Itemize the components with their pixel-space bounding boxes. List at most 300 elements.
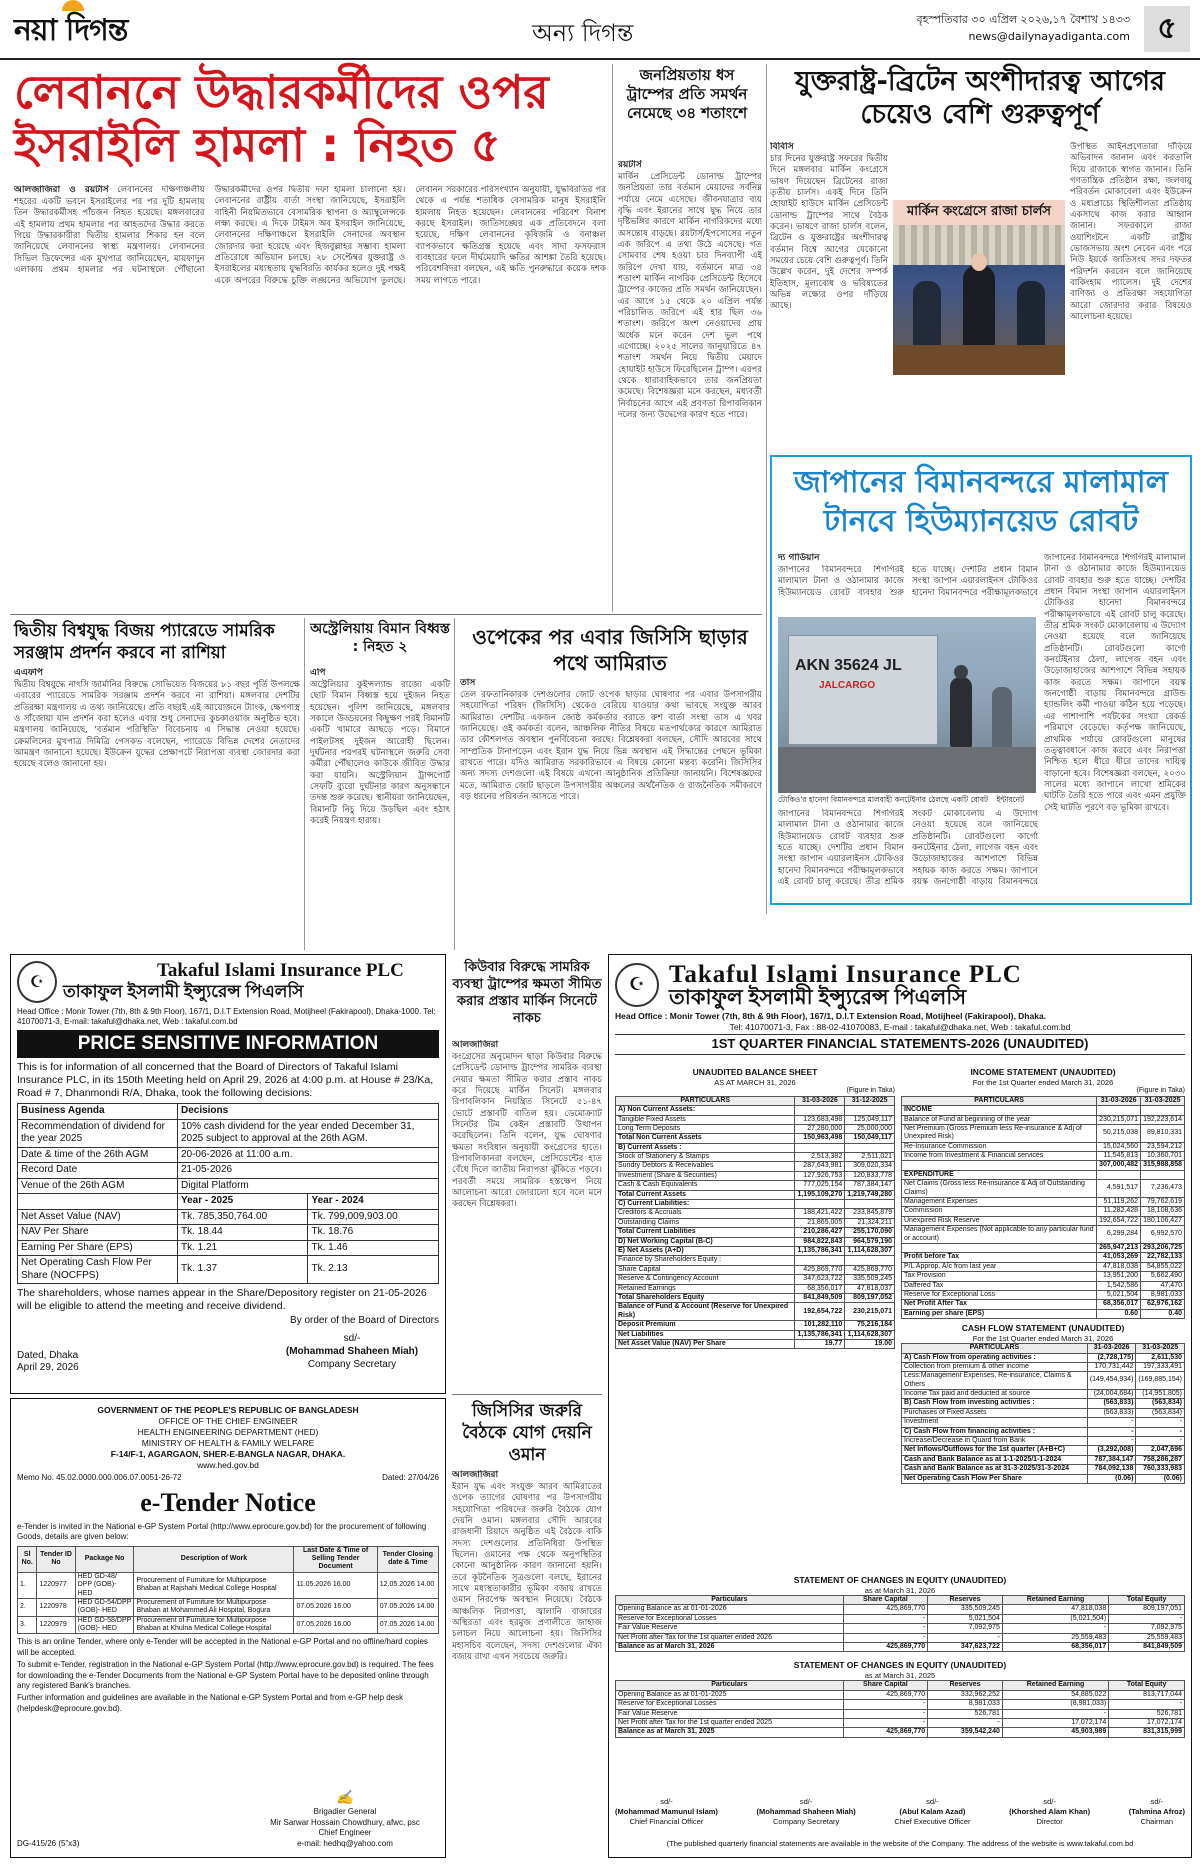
us-uk-body-right: উপস্থিত আইনপ্রণেতারা দাঁড়িয়ে অভিবাদন জানান এবং করতালি দিয়ে রাজাকে স্বাগত জানান। তিনি গণতান্ত্রিক প্রতিষ্ঠান রক্ষা, জলবায়ু পরিবর্তন মোকাবেলা এবং ইউক্রেন ও মধ্যপ্রাচ্যে স্থিতিশীলতা প্রতিষ্ঠায় একসাথে কাজ করার আহ্বান জানান। সফরকালে রাজা ওয়াশিংটনে একটি রাষ্ট্রীয় ভোজসভায় অংশ নেবেন এবং পরে নিউ ইয়র্কে জাতিসংঘ সদর দফতর পরিদর্শন করবেন বলে জানিয়েছে বাকিংহাম প্যালেস। দুই দেশের বাণিজ্য ও প্রতিরক্ষা সহযোগিতা আরো জোরদার করার বিষয়েও আলোচনা হয়েছে। — [1070, 142, 1192, 323]
table-row — [616, 1181, 895, 1190]
row-value: 127,926,753 — [795, 1171, 845, 1180]
row-value: - — [843, 1700, 928, 1709]
row-value: (3,292,008) — [1087, 1446, 1136, 1455]
row-value: (0.06) — [1087, 1474, 1136, 1483]
signatory-name: (Mohammad Mamunul Islam) — [615, 1806, 718, 1816]
fin-footer: (The published quarterly financial statements are available in the website of the Company. The address of the website is www.takaful.com.bd — [666, 1839, 1134, 1848]
row-value: 1,114,628,307 — [845, 1330, 895, 1339]
australia-byline: এপি — [310, 668, 326, 678]
row-value: 425,869,770 — [795, 1265, 845, 1274]
row-value — [795, 1256, 845, 1265]
row-label: Balance as at March 31, 2026 — [616, 1642, 844, 1651]
row-value — [795, 1200, 845, 1209]
row-label: Retained Earnings — [616, 1284, 795, 1293]
row-label: Net Liabilities — [616, 1330, 795, 1339]
metric-2024: Tk. 799,009,903.00 — [308, 1209, 439, 1225]
caption-text: টোকিও'র হানেদা বিমানবন্দরে মালবাহী কনটেইনার ঠেলছে একটি রোবট — [778, 795, 989, 804]
signatory-name: (Khorshed Alam Khan) — [1009, 1806, 1091, 1816]
cuba-body-text: কংগ্রেসের অনুমোদন ছাড়া কিউবার বিরুদ্ধে প্রেসিডেন্ট ডোনাল্ড ট্রাম্পের সামরিক ব্যবস্থা নেয়ার ক্ষমতা সীমিত করার প্রস্তাব নাকচ করে দিয়েছে মার্কিন সিনেট। মঙ্গলবার রিপাবলিকান নিয়ন্ত্রিত সিনেটে ৫১-৪৭ ভোটে প্রস্তাবটি বাতিল হয়। ডেমোক্র্যাট সিনেটর টিম কেইন প্রস্তাবটি উত্থাপন করেছিলেন। তিনি বলেন, যুদ্ধ ঘোষণার ক্ষমতা সংবিধান অনুযায়ী কংগ্রেসের হাতে। রিপাবলিকানরা বলছেন, প্রেসিডেন্টের হাত বেঁধে দিলে জাতীয় নিরাপত্তা ঝুঁকিতে পড়বে। পরবর্তী সময়ে সামরিক হস্তক্ষেপ নিয়ে আলোচনা আরো জোরালো হবে বলে মনে করছেন বিশ্লেষকরা। — [452, 1051, 602, 1210]
row-value — [1097, 1170, 1141, 1179]
russia-body-text: দ্বিতীয় বিশ্বযুদ্ধে নাৎসি জার্মানির বিরুদ্ধে সোভিয়েত বিজয়ের ৮১ বছর পূর্তি উপলক্ষে এবারের প্যারেডে সামরিক সরঞ্জাম প্রদর্শন করবে না রাশিয়া। মঙ্গলবার দেশটির প্রতিরক্ষা মন্ত্রণালয় এ তথ্য জানিয়েছে। প্রতি বছরই এই আয়োজনে ট্যাংক, ক্ষেপণাস্ত্র ও সাঁজোয়া যান প্রদর্শন করা হলেও এবার শুধু সেনাদের কুচকাওয়াজ অনুষ্ঠিত হবে। মন্ত্রণালয় জানিয়েছে, 'বর্তমান পরিস্থিতি' বিবেচনায় এ সিদ্ধান্ত নেওয়া হয়েছে। ক্রেমলিনের মুখপাত্র দিমিত্রি পেসকভ বলেছেন, প্যারেডে বিভিন্ন দেশের নেতাদের আমন্ত্রণ জানানো হয়েছে। ইউক্রেন যুদ্ধের প্রেক্ষাপটে নিরাপত্তা ব্যবস্থা জোরদার করা হয়েছে বলেও জানানো হয়। — [14, 679, 300, 770]
row-label: Net Profit after Tax for the 1st quarter ended 2026 — [616, 1633, 844, 1642]
gov-line-3: HEALTH ENGINEERING DEPARTMENT (HED) — [137, 1427, 319, 1438]
row-value: 1,542,586 — [1097, 1281, 1141, 1290]
row-value: 5,662,490 — [1141, 1272, 1185, 1281]
cell: 07.05.2026 16.00 — [294, 1616, 377, 1634]
row-label: Total Shareholders Equity — [616, 1293, 795, 1302]
table-row — [902, 1465, 1185, 1474]
japan-byline: দ্য গার্ডিয়ান — [778, 553, 820, 563]
row-value: 22,782,133 — [1141, 1253, 1185, 1262]
eq2-title: STATEMENT OF CHANGES IN EQUITY (UNAUDITED) — [793, 1660, 1007, 1671]
row-value: - — [1087, 1418, 1136, 1427]
row-label: Purchases of Fixed Assets — [902, 1408, 1088, 1417]
row-value: 21,865,005 — [795, 1218, 845, 1227]
fin-title: 1ST QUARTER FINANCIAL STATEMENTS-2026 (UNAUDITED) — [615, 1034, 1185, 1054]
dated-block — [17, 1350, 79, 1374]
row-label: Creditors & Accruals — [616, 1209, 795, 1218]
cell: 1220977 — [37, 1572, 75, 1598]
col-share-capital: Share Capital — [843, 1681, 928, 1690]
col-package: Package No — [75, 1546, 134, 1572]
trump-poll-headline[interactable]: জনপ্রিয়তায় ধস ট্রাম্পের প্রতি সমর্থন নেমেছে ৩৪ শতাংশে — [626, 66, 748, 122]
row-value: 50,215,038 — [1097, 1124, 1141, 1142]
price-sensitive-title: PRICE SENSITIVE INFORMATION — [17, 1030, 439, 1058]
row-value: (24,004,684) — [1087, 1390, 1136, 1399]
row-value: 68,356,017 — [1002, 1642, 1108, 1651]
row-label: Net Claims (Gross less Re-insurance & Adj of Outstanding Claims) — [902, 1180, 1097, 1198]
australia-body-text: অস্ট্রেলিয়ার কুইন্সল্যান্ড রাজ্যে একটি ছোট বিমান বিধ্বস্ত হয়ে দুইজন নিহত হয়েছেন। পুলিশ জানিয়েছে, মঙ্গলবার সকালে উড্ডয়নের কিছুক্ষণ পরই বিমানটি একটি খামারে আছড়ে পড়ে। বিমানে পাইলটসহ দুইজন আরোহী ছিলেন। দুর্ঘটনার পরপরই ঘটনাস্থলে জরুরি সেবা কর্মীরা পৌঁছালেও কাউকে জীবিত উদ্ধার করা যায়নি। অস্ট্রেলিয়ান ট্রান্সপোর্ট সেফটি ব্যুরো দুর্ঘটনার কারণ অনুসন্ধানে তদন্ত শুরু করেছে। স্থানীয়রা জানিয়েছেন, বিমানটি নিচু দিয়ে উড়ছিল এবং হঠাৎ করেই নিয়ন্ত্রণ হারায়। — [310, 679, 450, 826]
row-value: 425,869,770 — [843, 1642, 928, 1651]
row-label: Opening Balance as at 01-01-2026 — [616, 1605, 844, 1614]
col-share-capital: Share Capital — [843, 1596, 928, 1605]
row-value: (149,454,934) — [1087, 1372, 1136, 1390]
table-row — [616, 1106, 895, 1115]
table-row — [902, 1272, 1185, 1281]
cell: 07.05.2026 14.00 — [377, 1598, 438, 1616]
row-value: 21,324,211 — [845, 1218, 895, 1227]
col-year-2024: Year - 2024 — [308, 1194, 439, 1210]
equity-2025-table — [615, 1680, 1185, 1737]
row-value: (169,885,154) — [1136, 1372, 1185, 1390]
cell: 07.05.2026 14.00 — [377, 1616, 438, 1634]
row-label: INCOME — [902, 1106, 1097, 1115]
chief-engineer-signature — [265, 1789, 425, 1849]
income-statement — [901, 1067, 1185, 1484]
lead-byline: আলজাজিরা ও রয়টার্স — [14, 185, 109, 195]
row-value: 425,869,770 — [843, 1728, 928, 1737]
row-value: 120,833,778 — [845, 1171, 895, 1180]
etender-para-3: Further information and guidelines are available in the National e-GP System Portal and from e-GP help desk (helpdesk@eprocure.gov.bd). — [17, 1693, 404, 1713]
row-value: - — [928, 1718, 1003, 1727]
col-sl: Sl No. — [18, 1546, 37, 1572]
row-value: 841,849,509 — [1109, 1642, 1185, 1651]
row-label: Income from Investment & Financial services — [902, 1152, 1097, 1161]
row-value: 809,197,052 — [845, 1293, 895, 1302]
us-uk-headline[interactable]: যুক্তরাষ্ট্র-ব্রিটেন অংশীদারত্ব আগের চেয়েও বেশি গুরুত্বপূর্ণ — [795, 66, 1165, 130]
row-value: - — [1136, 1418, 1185, 1427]
col-2026: 31-03-2026 — [1097, 1096, 1141, 1105]
row-label: D) Net Working Capital (B-C) — [616, 1237, 795, 1246]
col-particulars: PARTICULARS — [616, 1096, 795, 1105]
us-uk-article-left — [770, 142, 888, 442]
russia-byline: এএফপি — [14, 668, 43, 678]
metric-label: Earning Per Share (EPS) — [18, 1240, 178, 1256]
etender-para-2: To submit e-Tender, registration in the National e-GP System Portal (http://www.eprocure.gov.bd) is required. The fees for downloading the e-Tender Documents from the National e-GP System Portal have to be deposited online through any registered Bank's branches. — [17, 1660, 434, 1691]
opec-body-text: তেল রফতানিকারক দেশগুলোর জোট ওপেক ছাড়ার ঘোষণার পর এবার উপসাগরীয় সহযোগিতা পরিষদ (জিসিসি) থেকেও বেরিয়ে যাওয়ার কথা ভাবছে সংযুক্ত আরব আমিরাত। দেশটির একজন জ্যেষ্ঠ কর্মকর্তার বরাতে রুশ বার্তা সংস্থা তাস এ খবর জানিয়েছে। ওই কর্মকর্তা বলেন, আঞ্চলিক নীতির বিষয়ে মতপার্থক্যের কারণে আমিরাত তার কৌশলগত অবস্থান পুনর্বিবেচনা করছে। বিশ্লেষকরা বলছেন, সৌদি আরবের সাথে সাম্প্রতিক টানাপড়েন এবং ইরান যুদ্ধ নিয়ে ভিন্ন অবস্থান এই সিদ্ধান্তের পেছনে ভূমিকা রাখতে পারে। যদিও আমিরাত সরকারিভাবে এ বিষয়ে কোনো মন্তব্য করেনি। জিসিসির অন্য সদস্য দেশগুলো এই বিষয়ে এখনো আনুষ্ঠানিক প্রতিক্রিয়া জানায়নি। বিশেষজ্ঞদের মতে, আমিরাত জোট ছাড়লে উপসাগরীয় অঞ্চলের অর্থনৈতিক ও রাজনৈতিক সমীকরণে বড় ধরনের পরিবর্তন আসতে পারে। — [460, 689, 762, 802]
table-row — [902, 1300, 1185, 1309]
table-row — [616, 1190, 895, 1199]
etender-title: e-Tender Notice — [140, 1488, 316, 1518]
gov-header — [17, 1405, 439, 1471]
table-row — [616, 1321, 895, 1330]
row-value: 170,731,442 — [1087, 1362, 1136, 1371]
row-value: - — [1087, 1427, 1136, 1436]
row-value: 758,286,287 — [1136, 1455, 1185, 1464]
table-row — [902, 1124, 1185, 1142]
etender-para-1: This is an online Tender, where only e-Tender will be accepted in the National e-GP Portal and no offline/hard copies will be accepted. — [17, 1637, 428, 1657]
signatory-title: Chief Financial Officer — [629, 1816, 704, 1826]
king-charles-photo-block — [893, 200, 1065, 400]
fin-head-office: Head Office : Monir Tower (7th, 8th & 9th Floor), 167/1, D.I.T Extension Road, Motijheel (Fakirapool), Dhaka. — [615, 1011, 1047, 1021]
memo-date: Dated: 27/04/26 — [382, 1473, 439, 1483]
row-value: - — [843, 1709, 928, 1718]
row-value: 831,315,999 — [1109, 1728, 1185, 1737]
row-label: C) Cash Flow from financing activities : — [902, 1427, 1088, 1436]
table-row — [18, 1240, 439, 1256]
dateline — [917, 12, 1130, 45]
section-title: অন্য দিগন্ত — [532, 19, 634, 47]
signatory — [1009, 1797, 1090, 1837]
signatory-sd: sd/- — [1043, 1797, 1056, 1806]
row-label — [902, 1161, 1097, 1170]
table-row — [902, 1474, 1185, 1483]
row-label: Balance as at March 31, 2025 — [616, 1728, 844, 1737]
col-2025: 31-03-2025 — [1141, 1096, 1185, 1105]
table-row — [616, 1275, 895, 1284]
japan-body-intro: জাপানের বিমানবন্দরে শিগগিরই মালামাল টানা ও ওঠানামার কাজে হিউম্যানয়েড রোবট ব্যবহার শুরু হতে যাচ্ছে। দেশটির প্রধান বিমান সংস্থা জাপান এয়ারলাইনস টোকিওর হানেদা বিমানবন্দরে পরীক্ষামূলকভাবে — [778, 565, 1038, 598]
table-row — [902, 1446, 1185, 1455]
row-value — [845, 1200, 895, 1209]
lead-body-text: লেবাননের দক্ষিণাঞ্চলীয় শহরের একটি ভবনে ইসরাইলের পর পর দুটি হামলায় তিন উদ্ধারকর্মীসহ পাঁচজন নিহত হয়েছে। মঙ্গলবারের এই হামলায় প্রথম হামলার পর আহতদের উদ্ধার করতে গিয়ে উদ্ধারকারীরা দ্বিতীয় হামলার শিকার হন বলে জানিয়েছে লেবাননের স্বাস্থ্য মন্ত্রণালয়। লেবাননের সিভিল ডিফেন্সের এক মুখপাত্র জানিয়েছেন, মায়ফাদুন এলাকায় প্রথম হামলার পর ঘটনাস্থলে পৌঁছানো উদ্ধারকর্মীদের ওপর দ্বিতীয় দফা হামলা চালানো হয়। লেবাননের রাষ্ট্রীয় বার্তা সংস্থা জানিয়েছে, ইসরাইলি বাহিনী নিয়মিতভাবে বেসামরিক স্থাপনা ও অ্যাম্বুলেন্সকে লক্ষ্য করছে। এ দিকে টাইমস অব ইসরাইল জানিয়েছে, লেবাননের দক্ষিণাঞ্চলে ইসরাইলি সেনাদের অবস্থান জোরদার করা হয়েছে এবং হিজবুল্লাহর সম্ভাব্য হামলা প্রতিরোধে অভিযান চলছে। ২৮ সেপ্টেম্বর যুক্তরাষ্ট্র ও ইসরাইলের মধ্যস্থতায় যুদ্ধবিরতি কার্যকর হলেও দুই পক্ষই একে অপরের বিরুদ্ধে চুক্তি লঙ্ঘনের অভিযোগ তুলছে। লেবানন সরকারের পরিসংখ্যান অনুযায়ী, যুদ্ধবিরতির পর থেকে এ পর্যন্ত শতাধিক বেসামরিক মানুষ ইসরাইলি হামলায় নিহত হয়েছেন। লেবাননের পরিবেশ বিনাশ করছে ইসরাইল। জাতিসঙ্ঘের এক প্রতিবেদনে বলা হয়েছে, দক্ষিণ লেবাননের কৃষিজমি ও বনাঞ্চল ব্যাপকভাবে ক্ষতিগ্রস্ত হয়েছে এবং সাদা ফসফরাস ব্যবহারের ফলে দীর্ঘমেয়াদি ক্ষতির আশঙ্কা তৈরি হয়েছে। পরিবেশবিদরা বলছেন, এই ক্ষতি পুনরুদ্ধারে কয়েক দশক সময় লাগতে পারে। — [14, 185, 606, 286]
table-row — [616, 1700, 1185, 1709]
row-value: 425,869,770 — [843, 1690, 928, 1699]
speaker-face — [971, 253, 987, 271]
row-value: - — [1002, 1709, 1108, 1718]
row-value: 10,360,701 — [1141, 1152, 1185, 1161]
row-value: - — [1087, 1437, 1136, 1446]
takaful-logo-icon: ☪ — [17, 961, 57, 1003]
robot-head — [954, 665, 968, 679]
bs-figure-note: (Figure in Taka) — [846, 1087, 895, 1094]
col-2026: 31-03-2026 — [1087, 1344, 1136, 1353]
japan-robot-box — [770, 455, 1192, 905]
row-label: Less:Management Expenses, Re-insurance, Claims & Others — [902, 1372, 1088, 1390]
row-label: Finance by Shareholders Equity : — [616, 1256, 795, 1265]
col-particulars: Particulars — [616, 1596, 844, 1605]
table-row — [902, 1152, 1185, 1161]
signatory-sd: sd/- — [799, 1797, 813, 1806]
gov-line-5: F-14/F-1, AGARGAON, SHER-E-BANGLA NAGAR, DHAKA. — [110, 1449, 346, 1460]
bs-sub: AS AT MARCH 31, 2026 — [714, 1077, 796, 1087]
row-value: - — [843, 1633, 928, 1642]
row-label: Management Expenses (Not applicable to any particular fund or account) — [902, 1226, 1097, 1244]
row-value: 45,903,989 — [1002, 1728, 1108, 1737]
news-email[interactable]: news@dailynayadiganta.com — [968, 29, 1130, 43]
memo-no: Memo No. 45.02.0000.000.006.07.0051-26-72 — [17, 1473, 182, 1483]
cf-sub: For the 1st Quarter ended March 31, 2026 — [972, 1333, 1114, 1343]
table-row — [902, 1353, 1185, 1362]
japan-body-right: জাপানের বিমানবন্দরে শিগগিরই মালামাল টানা ও ওঠানামার কাজে হিউম্যানয়েড রোবট ব্যবহার শুরু হতে যাচ্ছে। দেশটির প্রধান বিমান সংস্থা জাপান এয়ারলাইনস টোকিওর হানেদা বিমানবন্দরে পরীক্ষামূলকভাবে এই রোবট চালু করেছে। তীব্র শ্রমিক সংকট মোকাবেলায় এ উদ্যোগ নেওয়া হয়েছে বলে জানিয়েছে প্রতিষ্ঠানটি। রোবটগুলো কার্গো কনটেইনার ঠেলা, লাগেজ বহন এবং উড়োজাহাজের আশপাশে বিভিন্ন সহায়ক কাজ করতে সক্ষম। জাপানে বয়স্ক জনগোষ্ঠী বাড়ায় বিমানবন্দরে গ্রাউন্ড হ্যান্ডলিং কর্মী পাওয়া কঠিন হয়ে পড়েছে। এর পাশাপাশি পর্যটকের সংখ্যা রেকর্ড পরিমাণে বেড়েছে। কর্তৃপক্ষ জানিয়েছে, প্রাথমিক পর্যায়ে রোবটগুলো মানুষের তত্ত্বাবধানে কাজ করবে এবং নিরাপত্তা নিশ্চিত হলে ধীরে ধীরে তাদের দায়িত্ব বাড়ানো হবে। বিশেষজ্ঞরা বলছেন, ২০৩০ সালের মধ্যে জাপানে লাখো শ্রমিকের ঘাটতি তৈরি হতে পারে এবং এমন প্রযুক্তি সেই ঘাটতি পূরণে বড় ভূমিকা রাখবে। — [1044, 553, 1186, 813]
row-value: 123,683,498 — [795, 1115, 845, 1124]
sign-name: Mir Sarwar Hossain Chowdhury, afwc, psc — [270, 1817, 420, 1827]
table-row — [902, 1290, 1185, 1299]
row-value: 0.60 — [1097, 1309, 1141, 1318]
cell: Procurement of Furniture for Multipurpose Bhaban at Mohammed Ali Hospital, Bogura — [134, 1598, 294, 1616]
row-label: Opening Balance as at 01-01-2025 — [616, 1690, 844, 1699]
row-label: Reserve & Contingency Account — [616, 1275, 795, 1284]
row-value: 150,963,498 — [795, 1134, 845, 1143]
table-row — [616, 1633, 1185, 1642]
row-value: 188,421,422 — [795, 1209, 845, 1218]
row-label: Outstanding Claims — [616, 1218, 795, 1227]
row-value: 6,992,570 — [1141, 1226, 1185, 1244]
caption-tag: ইন্টারনেট — [996, 795, 1025, 804]
metric-2025: Tk. 18.44 — [177, 1225, 308, 1241]
trump-byline: রয়টার্স — [618, 160, 642, 170]
metric-2024: Tk. 2.13 — [308, 1256, 439, 1284]
sign-title: Chief Engineer — [318, 1828, 372, 1838]
row-value: 11,545,813 — [1097, 1152, 1141, 1161]
table-row — [18, 1256, 439, 1284]
row-value: 760,333,983 — [1136, 1465, 1185, 1474]
table-row — [902, 1244, 1185, 1253]
row-value: 964,579,190 — [845, 1237, 895, 1246]
table-row — [902, 1207, 1185, 1216]
agenda-cell: Date & time of the 26th AGM — [18, 1147, 178, 1163]
tarmac — [778, 747, 1036, 793]
price-sensitive-signature — [17, 1328, 439, 1380]
secretary-signature — [267, 1332, 437, 1371]
photo-title: মার্কিন কংগ্রেসে রাজা চার্লস — [893, 200, 1065, 225]
japan-headline[interactable]: জাপানের বিমানবন্দরে মালামাল টানবে হিউম্যানয়েড রোবট — [794, 465, 1168, 539]
col-particulars: Particulars — [616, 1681, 844, 1690]
row-value: 255,170,090 — [845, 1228, 895, 1237]
row-value: 8,981,033 — [1141, 1290, 1185, 1299]
table-row — [902, 1226, 1185, 1244]
australia-headline[interactable]: অস্ট্রেলিয়ায় বিমান বিধ্বস্ত : নিহত ২ — [310, 621, 450, 656]
row-value: 809,197,051 — [1109, 1605, 1185, 1614]
table-row — [902, 1418, 1185, 1427]
cuba-article — [452, 1040, 602, 1388]
balance-sheet-table — [615, 1096, 895, 1350]
signatory-name: (Tahmina Afroz) — [1128, 1806, 1185, 1816]
decision-cell: 20-06-2026 at 11:00 a.m. — [177, 1147, 438, 1163]
row-value: 1,219,749,280 — [845, 1190, 895, 1199]
row-value: 4,591,517 — [1097, 1180, 1141, 1198]
equity-2026-table — [615, 1595, 1185, 1652]
table-row — [616, 1256, 895, 1265]
row-value: 287,643,981 — [795, 1162, 845, 1171]
row-value: - — [843, 1718, 928, 1727]
japan-article-right — [1044, 553, 1186, 899]
row-label: Fair Value Reserve — [616, 1624, 844, 1633]
signatory-name: (Abul Kalam Azad) — [899, 1806, 966, 1816]
table-row — [616, 1293, 895, 1302]
row-value: 192,223,614 — [1141, 1115, 1185, 1124]
row-label: Cash and Bank Balance as at 31-3-2025/31-3-2024 — [902, 1465, 1088, 1474]
decision-cell: 21-05-2026 — [177, 1163, 438, 1179]
row-value: 0.40 — [1141, 1309, 1185, 1318]
col-tender-id: Tender ID No — [37, 1546, 75, 1572]
gov-web[interactable]: www.hed.gov.bd — [197, 1460, 259, 1471]
col-retained: Retained Earning — [1002, 1681, 1108, 1690]
cell: 1220979 — [37, 1616, 75, 1634]
row-value: 332,962,252 — [928, 1690, 1003, 1699]
row-value: 150,049,117 — [845, 1134, 895, 1143]
table-row — [902, 1170, 1185, 1179]
blank-cell — [18, 1194, 178, 1210]
row-value: 15,024,560 — [1097, 1142, 1141, 1151]
row-value: - — [1136, 1427, 1185, 1436]
table-row — [616, 1690, 1185, 1699]
row-value: 192,654,722 — [1097, 1216, 1141, 1225]
opec-headline[interactable]: ওপেকের পর এবার জিসিসি ছাড়ার পথে আমিরাত — [472, 625, 748, 675]
row-label: Earning per share (EPS) — [902, 1309, 1097, 1318]
row-value: 813,717,044 — [1109, 1690, 1185, 1699]
table-row — [616, 1237, 895, 1246]
row-value: (563,833) — [1087, 1399, 1136, 1408]
row-label: Net Asset Value (NAV) Per Share — [616, 1339, 795, 1348]
column-divider — [454, 618, 455, 950]
table-row — [616, 1200, 895, 1209]
row-value: 210,286,427 — [795, 1228, 845, 1237]
is-figure-note: (Figure in Taka) — [1136, 1087, 1185, 1094]
row-value: 7,236,473 — [1141, 1180, 1185, 1198]
table-row — [902, 1161, 1185, 1170]
table-row — [616, 1171, 895, 1180]
row-value: - — [1109, 1700, 1185, 1709]
row-value: 347,623,722 — [928, 1642, 1003, 1651]
logo-text: নয়া দিগন্ত — [14, 13, 128, 48]
row-label: A) Non Current Assets: — [616, 1106, 795, 1115]
cell: HED GD-58/DPP (GOB)- HED — [75, 1616, 134, 1634]
row-label: Balance of Fund & Account (Reserve for Unexpired Risk) — [616, 1303, 795, 1321]
row-value: 526,781 — [928, 1709, 1003, 1718]
newspaper-logo[interactable] — [14, 12, 127, 50]
row-label: EXPENDITURE — [902, 1170, 1097, 1179]
lead-headline[interactable]: লেবাননে উদ্ধারকর্মীদের ওপর ইসরাইলি হামলা : নিহত ৫ — [14, 65, 549, 172]
row-value: 13,951,200 — [1097, 1272, 1141, 1281]
row-label: Tangible Fixed Assets — [616, 1115, 795, 1124]
row-value: 784,092,138 — [1087, 1465, 1136, 1474]
col-2026: 31-03-2026 — [795, 1096, 845, 1105]
row-value: 526,781 — [1109, 1709, 1185, 1718]
table-row — [616, 1124, 895, 1133]
dated-value: April 29, 2026 — [17, 1361, 79, 1373]
table-row — [18, 1119, 439, 1147]
row-value: 79,762,619 — [1141, 1198, 1185, 1207]
col-last-date: Last Date & Time of Selling Tender Document — [294, 1546, 377, 1572]
gcc-headline[interactable]: জিসিসির জরুরি বৈঠকে যোগ দেয়নি ওমান — [462, 1401, 592, 1466]
russia-headline[interactable]: দ্বিতীয় বিশ্বযুদ্ধ বিজয় প্যারেডে সামরিক সরঞ্জাম প্রদর্শন করবে না রাশিয়া — [14, 621, 275, 664]
table-row — [616, 1330, 895, 1339]
row-value — [845, 1143, 895, 1152]
table-row — [18, 1225, 439, 1241]
col-total: Total Equity — [1109, 1596, 1185, 1605]
signatory-title: Chief Executive Officer — [894, 1816, 971, 1826]
row-value: 2,513,382 — [795, 1153, 845, 1162]
row-value: 54,855,022 — [1141, 1262, 1185, 1271]
eq1-title: STATEMENT OF CHANGES IN EQUITY (UNAUDITED) — [793, 1575, 1007, 1585]
table-row — [902, 1106, 1185, 1115]
robot-photo[interactable] — [778, 617, 1036, 793]
cell: 07.05.2026 16.00 — [294, 1598, 377, 1616]
price-sensitive-ad — [10, 954, 446, 1394]
row-value: 197,333,491 — [1136, 1362, 1185, 1371]
cuba-headline[interactable]: কিউবার বিরুদ্ধে সামরিক ব্যবস্থা ট্রাম্পের ক্ষমতা সীমিত করার প্রস্তাব মার্কিন সিনেটে নাকচ — [452, 960, 602, 1026]
australia-article — [310, 668, 450, 950]
row-label: Net Premium (Gross Premium less Re-insurance & Adj of Unexpired Risk) — [902, 1124, 1097, 1142]
row-label: Commission — [902, 1207, 1097, 1216]
signatory — [1129, 1797, 1185, 1837]
row-value: 1,195,109,270 — [795, 1190, 845, 1199]
row-value: 425,869,770 — [843, 1605, 928, 1614]
row-value: 359,542,240 — [928, 1728, 1003, 1737]
table-row — [902, 1372, 1185, 1390]
table-row — [902, 1262, 1185, 1271]
column-divider — [612, 64, 613, 612]
row-value: 777,025,154 — [795, 1181, 845, 1190]
row-value — [845, 1256, 895, 1265]
sun-logo-icon — [62, 0, 84, 11]
opec-byline: তাস — [460, 678, 476, 688]
cell: 11.05.2026 16.00 — [294, 1572, 377, 1598]
row-value: - — [928, 1633, 1003, 1642]
row-label: Net Profit After Tax — [902, 1300, 1097, 1309]
col-2025: 31-03-2025 — [1136, 1344, 1185, 1353]
row-label: Stock of Stationery & Stamps — [616, 1153, 795, 1162]
congress-photo[interactable] — [893, 225, 1065, 375]
row-value — [1141, 1106, 1185, 1115]
col-reserves: Reserves — [928, 1596, 1003, 1605]
row-value: (0.06) — [1136, 1474, 1185, 1483]
signatory — [615, 1797, 718, 1837]
sign-email[interactable]: e-mail: hedhq@yahoo.com — [297, 1838, 393, 1848]
takaful-head-office: Head Office : Monir Tower (7th, 8th & 9th Floor), 167/1, D.I.T Extension Road, Motijheel (Fakirapool), Dhaka-1000. Tel: 41070071-3, E-mail: takaful@dhaka.net, Web : takaful.com.bd — [17, 1007, 436, 1026]
signatory-title: Company Secretary — [773, 1816, 840, 1826]
row-value: 192,654,722 — [795, 1303, 845, 1321]
row-value: 2,511,021 — [845, 1153, 895, 1162]
table-row — [616, 1153, 895, 1162]
row-value: - — [1136, 1437, 1185, 1446]
row-label: Net Inflows/Outflows for the 1st quarter (A+B+C) — [902, 1446, 1088, 1455]
row-label: Investment — [902, 1418, 1088, 1427]
col-retained: Retained Earning — [1002, 1596, 1108, 1605]
signatory-name: (Mohammad Shaheen Miah) — [285, 1345, 419, 1357]
us-uk-byline: বিবিসি — [770, 142, 794, 152]
row-label: Fair Value Reserve — [616, 1709, 844, 1718]
gov-line-2: OFFICE OF THE CHIEF ENGINEER — [158, 1416, 298, 1427]
table-row — [902, 1427, 1185, 1436]
equity-statements — [615, 1575, 1185, 1738]
signatory — [894, 1797, 970, 1837]
row-value: 62,976,162 — [1141, 1300, 1185, 1309]
row-label: Re-Insurance Commission — [902, 1142, 1097, 1151]
row-label: Total Current Assets — [616, 1190, 795, 1199]
row-value: 265,947,213 — [1097, 1244, 1141, 1253]
table-row — [902, 1180, 1185, 1198]
